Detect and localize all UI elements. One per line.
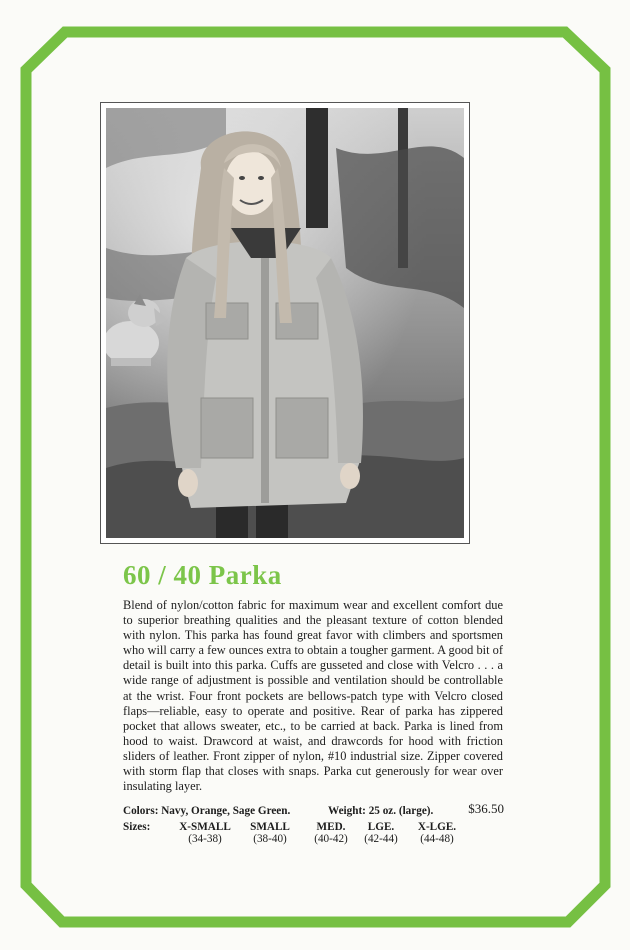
size-med: MED. (40-42): [314, 821, 348, 845]
product-photo: [100, 102, 470, 544]
product-description: Blend of nylon/cotton fabric for maximum wear and excellent comfort due to superior breathing qualities and the pleasant texture of cotton blended with nylon. This parka has found great favor with climbers and sportsmen who will carry a few ounces extra to obtain a tougher garment. A good bit of detail is built into this parka. Cuffs are gusseted and close with Velcro . . . a wide range of adjustment is possible and ventilation should be controllable at the wrist. Four front pockets are bellows-patch type with Velcro closed flaps—reliable, easy to operate and positive. Rear of parka has zippered pocket that allows sweater, etc., to be carried at back. Parka is lined from hood to waist. Drawcord at waist, and drawcords for hood with friction sliders of leather. Front zipper of nylon, #10 industrial size. Zipper covered with storm flap that closes with snaps. Parka cut generously for wear over insulating layer.: [123, 598, 503, 794]
size-x-small: X-SMALL (34-38): [179, 821, 231, 845]
woman-in-parka-photo: [106, 108, 464, 538]
product-specs: [123, 801, 508, 849]
weight-text: Weight: 25 oz. (large).: [328, 805, 434, 817]
size-small: SMALL (38-40): [250, 821, 290, 845]
size-lge: LGE. (42-44): [364, 821, 398, 845]
sizes-label: Sizes:: [123, 821, 151, 833]
product-title: 60 / 40 Parka: [123, 560, 282, 590]
colors-text: Colors: Navy, Orange, Sage Green.: [123, 805, 291, 817]
size-x-lge: X-LGE. (44-48): [417, 821, 457, 845]
price-text: $36.50: [468, 801, 504, 816]
